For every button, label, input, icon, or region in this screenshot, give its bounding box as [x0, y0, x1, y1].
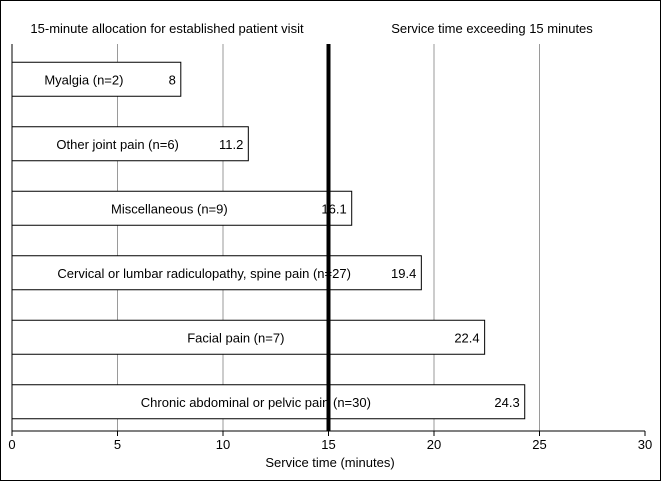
bar-category-label: Other joint pain (n=6)	[56, 136, 179, 152]
bar-category-label: Chronic abdominal or pelvic pain (n=30)	[140, 394, 371, 410]
bar-category-label: Cervical or lumbar radiculopathy, spine pain (n=27)	[57, 265, 351, 281]
bar-value-label: 8	[168, 72, 176, 88]
region-label-exceeding: Service time exceeding 15 minutes	[391, 21, 593, 36]
bar-value-label: 11.2	[218, 136, 244, 152]
bar-value-label: 24.3	[494, 394, 520, 410]
x-tick-label: 0	[8, 437, 16, 452]
region-label-allocation: 15-minute allocation for established patient visit	[30, 21, 304, 36]
x-tick-label: 30	[637, 437, 653, 452]
x-tick-label: 5	[113, 437, 122, 452]
x-tick-label: 25	[532, 437, 547, 452]
bar-category-label: Facial pain (n=7)	[187, 330, 285, 346]
bar-value-label: 19.4	[391, 265, 417, 281]
bar-category-label: Myalgia (n=2)	[44, 72, 124, 88]
x-axis-title: Service time (minutes)	[265, 455, 395, 470]
bar-category-label: Miscellaneous (n=9)	[111, 201, 228, 217]
x-tick-label: 15	[321, 437, 336, 452]
x-tick-label: 20	[426, 437, 442, 452]
x-tick-label: 10	[215, 437, 231, 452]
bar-value-label: 16.1	[321, 201, 347, 217]
bar-value-label: 22.4	[454, 330, 480, 346]
